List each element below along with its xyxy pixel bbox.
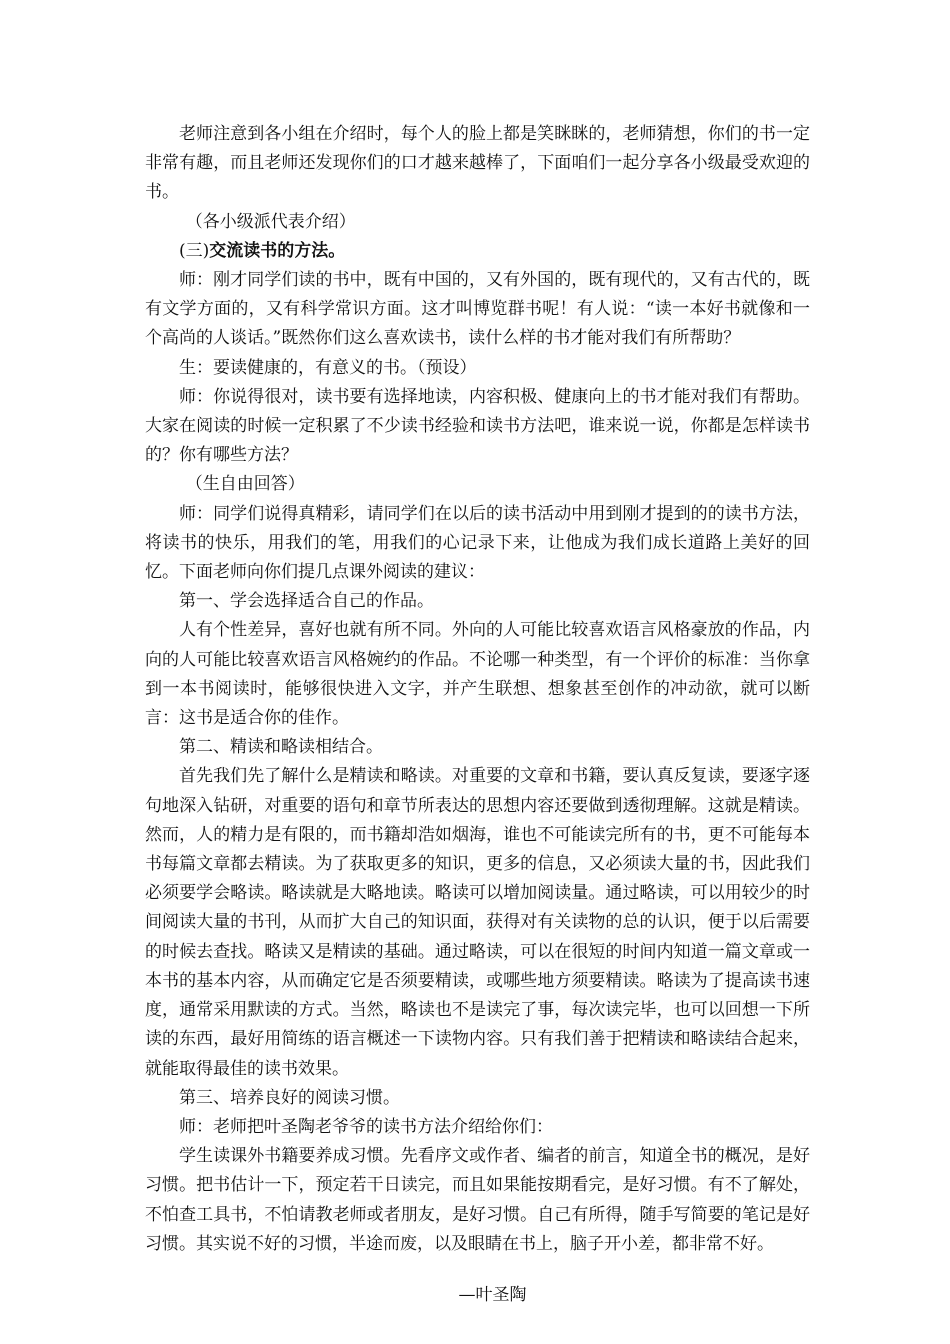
suggestion-heading: 第一、学会选择适合自己的作品。 [179, 591, 434, 612]
signature: —叶圣陶 [458, 1284, 527, 1305]
body-paragraph: （生自由回答） [185, 474, 305, 495]
suggestion-heading: 第三、培养良好的阅读习惯。 [179, 1087, 400, 1108]
body-paragraph: 师：老师把叶圣陶老爷爷的读书方法介绍给你们： [179, 1116, 553, 1137]
suggestion-heading: 第二、精读和略读相结合。 [179, 737, 383, 758]
body-paragraph: 师：同学们说得真精彩，请同学们在以后的读书活动中用到刚才提到的的读书方法，将读书的快乐，用我们的笔，用我们的心记录下来，让他成为我们成长道路上美好的回忆。下面老师向你们提几点课外阅读的建议： [145, 503, 810, 583]
document-page [145, 120, 810, 1310]
section-heading [145, 237, 810, 266]
section-number: (三) [179, 240, 210, 261]
body-paragraph: 师：刚才同学们读的书中，既有中国的，又有外国的，既有现代的，又有古代的，既有文学方面的，又有科学常识方面。这才叫博览群书呢！有人说：“读一本好书就像和一个高尚的人谈话。”既然你们这么喜欢读书，读什么样的书才能对我们有所帮助？ [145, 270, 810, 349]
section-title: 交流读书的方法。 [209, 240, 346, 261]
intro-paragraph: 老师注意到各小组在介绍时，每个人的脸上都是笑眯眯的，老师猜想，你们的书一定非常有趣，而且老师还发现你们的口才越来越棒了，下面咱们一起分享各小级最受欢迎的书。 [145, 124, 810, 203]
body-paragraph: 生：要读健康的，有意义的书。（预设） [179, 357, 477, 378]
body-paragraph: 师：你说得很对，读书要有选择地读，内容积极、健康向上的书才能对我们有帮助。大家在阅读的时候一定积累了不少读书经验和读书方法吧，谁来说一说，你都是怎样读书的？你有哪些方法？ [145, 386, 810, 466]
quote-paragraph: 学生读课外书籍要养成习惯。先看序文或作者、编者的前言，知道全书的概况，是好习惯。把书估计一下，预定若干日读完，而且如果能按期看完，是好习惯。有不了解处，不怕查工具书，不怕请教老师或者朋友，是好习惯。自己有所得，随手写简要的笔记是好习惯。其实说不好的习惯，半途而废，以及眼睛在书上，脑子开小差，都非常不好。 [145, 1146, 810, 1254]
body-paragraph: 人有个性差异，喜好也就有所不同。外向的人可能比较喜欢语言风格豪放的作品，内向的人可能比较喜欢语言风格婉约的作品。不论哪一种类型，有一个评价的标准：当你拿到一本书阅读时，能够很快进入文字，并产生联想、想象甚至创作的冲动欲，就可以断言：这书是适合你的佳作。 [145, 620, 810, 729]
body-paragraph: 首先我们先了解什么是精读和略读。对重要的文章和书籍，要认真反复读，要逐字逐句地深入钻研，对重要的语句和章节所表达的思想内容还要做到透彻理解。这就是精读。然而，人的精力是有限的，而书籍却浩如烟海，谁也不可能读完所有的书，更不可能每本书每篇文章都去精读。为了获取更多的知识，更多的信息，又必须读大量的书，因此我们必须要学会略读。略读就是大略地读。略读可以增加阅读量。通过略读，可以用较少的时间阅读大量的书刊，从而扩大自己的知识面，获得对有关读物的总的认识，便于以后需要的时候去查找。略读又是精读的基础。通过略读，可以在很短的时间内知道一篇文章或一本书的基本内容，从而确定它是否须要精读，或哪些地方须要精读。略读为了提高读书速度，通常采用默读的方式。当然，略读也不是读完了事，每次读完毕，也可以回想一下所读的东西，最好用简练的语言概述一下读物内容。只有我们善于把精读和略读结合起来，就能取得最佳的读书效果。 [145, 766, 810, 1079]
note-paragraph: （各小级派代表介绍） [185, 211, 356, 232]
